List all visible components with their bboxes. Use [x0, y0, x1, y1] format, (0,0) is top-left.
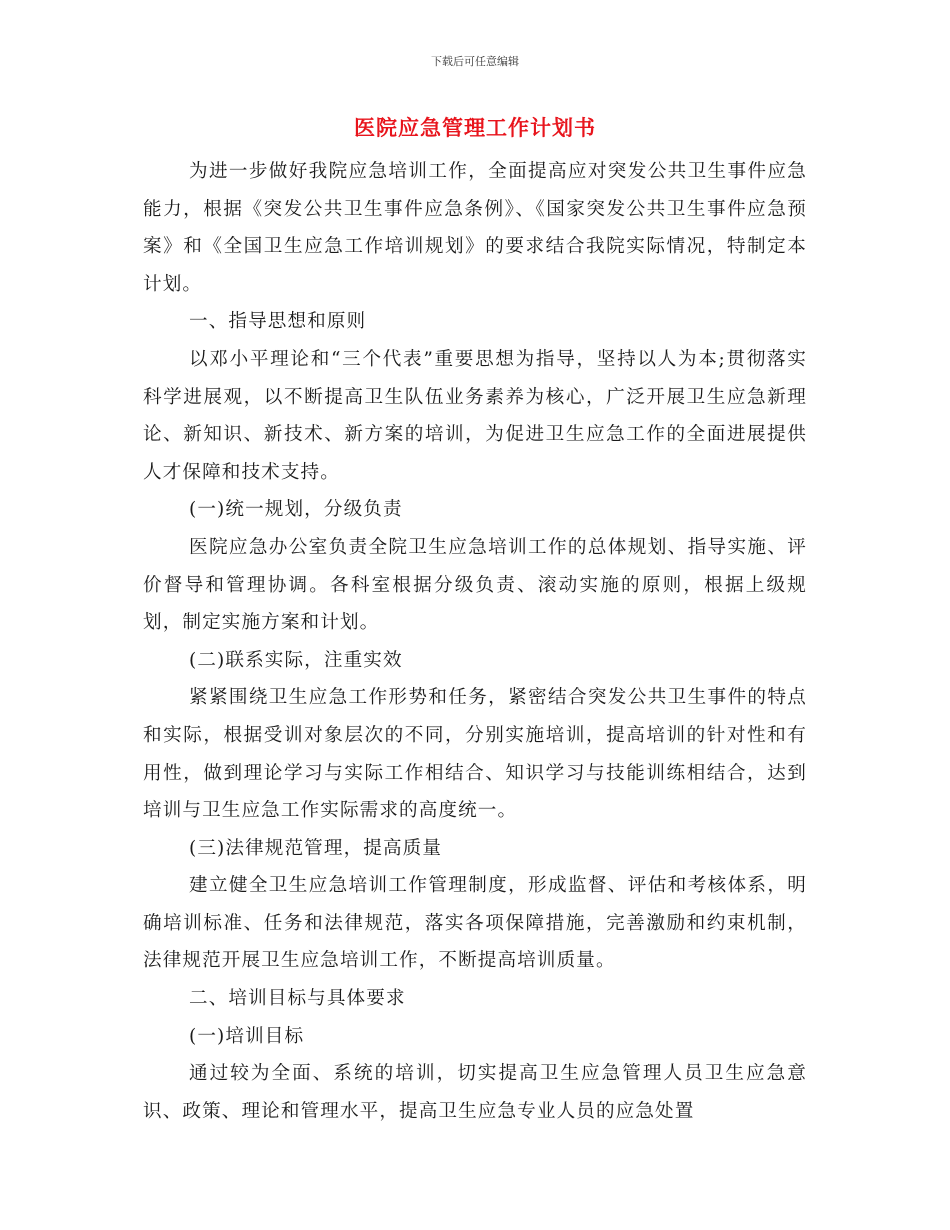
legal-management-paragraph: 建立健全卫生应急培训工作管理制度，形成监督、评估和考核体系，明确培训标准、任务和法律规范，落实各项保障措施，完善激励和约束机制，法律规范开展卫生应急培训工作，不断提高培训质量。: [143, 875, 807, 972]
document-body: [143, 153, 807, 1130]
document-title: 医院应急管理工作计划书: [354, 115, 596, 140]
subheading-practical-results: (二)联系实际，注重实效: [189, 649, 403, 671]
subheading-unified-planning: (一)统一规划，分级负责: [189, 499, 403, 521]
subheading-legal-management: (三)法律规范管理，提高质量: [189, 837, 443, 859]
subheading-training-goals: (一)培训目标: [189, 1025, 305, 1047]
section-heading-guiding-principles: 一、指导思想和原则: [189, 311, 367, 333]
page-header: 下载后可任意编辑: [431, 55, 519, 68]
intro-paragraph: 为进一步做好我院应急培训工作，全面提高应对突发公共卫生事件应急能力，根据《突发公共卫生事件应急条例》、《国家突发公共卫生事件应急预案》和《全国卫生应急工作培训规划》的要求结合我院实际情况，特制定本计划。: [143, 161, 807, 295]
section-heading-training-goals: 二、培训目标与具体要求: [189, 988, 406, 1010]
guiding-principles-paragraph: 以邓小平理论和“三个代表”重要思想为指导，坚持以人为本;贯彻落实科学进展观，以不断提高卫生队伍业务素养为核心，广泛开展卫生应急新理论、新知识、新技术、新方案的培训，为促进卫生应急工作的全面进展提供人才保障和技术支持。: [143, 348, 807, 483]
practical-results-paragraph: 紧紧围绕卫生应急工作形势和任务，紧密结合突发公共卫生事件的特点和实际，根据受训对象层次的不同，分别实施培训，提高培训的针对性和有用性，做到理论学习与实际工作相结合、知识学习与技能训练相结合，达到培训与卫生应急工作实际需求的高度统一。: [143, 687, 807, 822]
unified-planning-paragraph: 医院应急办公室负责全院卫生应急培训工作的总体规划、指导实施、评价督导和管理协调。各科室根据分级负责、滚动实施的原则，根据上级规划，制定实施方案和计划。: [143, 536, 807, 634]
training-goals-paragraph: 通过较为全面、系统的培训，切实提高卫生应急管理人员卫生应急意识、政策、理论和管理水平，提高卫生应急专业人员的应急处置: [143, 1063, 807, 1122]
